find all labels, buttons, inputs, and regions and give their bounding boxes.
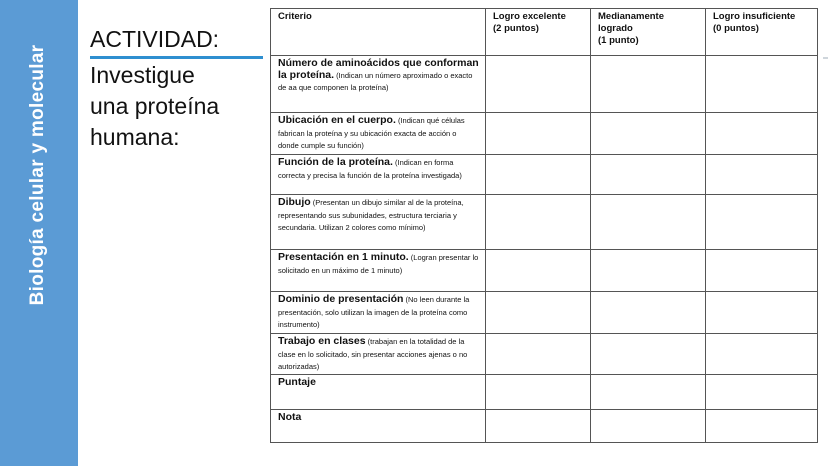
score-cell-excellent <box>486 250 591 292</box>
criterion-cell: Número de aminoácidos que conforman la proteína. (Indican un número aproximado o exacto de aa que componen la proteína) <box>271 56 486 113</box>
score-cell-medium <box>591 195 706 250</box>
score-cell-insufficient <box>706 292 818 334</box>
score-cell-medium <box>591 155 706 195</box>
rubric-row <box>271 292 818 334</box>
criterion-cell: Dibujo (Presentan un dibujo similar al de la proteína, representando sus subunidades, estructura terciaria y secundaria. Utilizan 2 colores como mínimo) <box>271 195 486 250</box>
score-cell-excellent <box>486 375 591 410</box>
score-cell-insufficient <box>706 155 818 195</box>
score-cell-insufficient <box>706 56 818 113</box>
criterion-cell: Presentación en 1 minuto. (Logran presentar lo solicitado en un máximo de 1 minuto) <box>271 250 486 292</box>
sidebar-band <box>0 0 78 466</box>
score-cell-medium <box>591 410 706 443</box>
title-underline <box>90 56 263 59</box>
criterion-cell: Ubicación en el cuerpo. (Indican qué células fabrican la proteína y su ubicación exacta de acción o donde cumple su función) <box>271 113 486 155</box>
score-cell-insufficient <box>706 410 818 443</box>
header-insufficient: Logro insuficiente (0 puntos) <box>706 9 818 56</box>
criterion-cell: Nota <box>271 410 486 443</box>
score-cell-medium <box>591 334 706 375</box>
score-cell-excellent <box>486 195 591 250</box>
instruction-line: Investigue <box>90 62 195 88</box>
rubric-row <box>271 155 818 195</box>
score-cell-insufficient <box>706 375 818 410</box>
vertical-course-title: Biología celular y molecular <box>27 44 48 306</box>
instruction-line: una proteína <box>90 93 220 119</box>
score-cell-insufficient <box>706 334 818 375</box>
rubric-row <box>271 250 818 292</box>
score-cell-excellent <box>486 410 591 443</box>
rubric-row <box>271 195 818 250</box>
criterion-cell: Función de la proteína. (Indican en forma correcta y precisa la función de la proteína investigada) <box>271 155 486 195</box>
rubric-row <box>271 113 818 155</box>
rubric-row <box>271 375 818 410</box>
activity-title: ACTIVIDAD: <box>90 26 220 52</box>
rubric-row <box>271 334 818 375</box>
score-cell-excellent <box>486 56 591 113</box>
score-cell-medium <box>591 250 706 292</box>
score-cell-excellent <box>486 113 591 155</box>
instruction-line: humana: <box>90 124 180 150</box>
score-cell-medium <box>591 375 706 410</box>
score-cell-excellent <box>486 334 591 375</box>
score-cell-medium <box>591 113 706 155</box>
activity-instruction <box>90 60 265 153</box>
score-cell-insufficient <box>706 113 818 155</box>
score-cell-medium <box>591 292 706 334</box>
header-criterion: Criterio <box>271 9 486 56</box>
rubric-header-row <box>271 9 818 56</box>
score-cell-medium <box>591 56 706 113</box>
rubric-row <box>271 56 818 113</box>
rubric-row <box>271 410 818 443</box>
criterion-cell: Dominio de presentación (No leen durante la presentación, solo utilizan la imagen de la proteína como instrumento) <box>271 292 486 334</box>
score-cell-excellent <box>486 292 591 334</box>
rubric-table <box>270 8 818 443</box>
score-cell-excellent <box>486 155 591 195</box>
header-medium: Medianamente logrado (1 punto) <box>591 9 706 56</box>
criterion-cell: Trabajo en clases (trabajan en la totalidad de la clase en lo solicitado, sin presentar acciones ajenas o no autorizadas) <box>271 334 486 375</box>
criterion-cell: Puntaje <box>271 375 486 410</box>
score-cell-insufficient <box>706 195 818 250</box>
score-cell-insufficient <box>706 250 818 292</box>
edge-mark <box>823 57 828 59</box>
header-excellent: Logro excelente (2 puntos) <box>486 9 591 56</box>
